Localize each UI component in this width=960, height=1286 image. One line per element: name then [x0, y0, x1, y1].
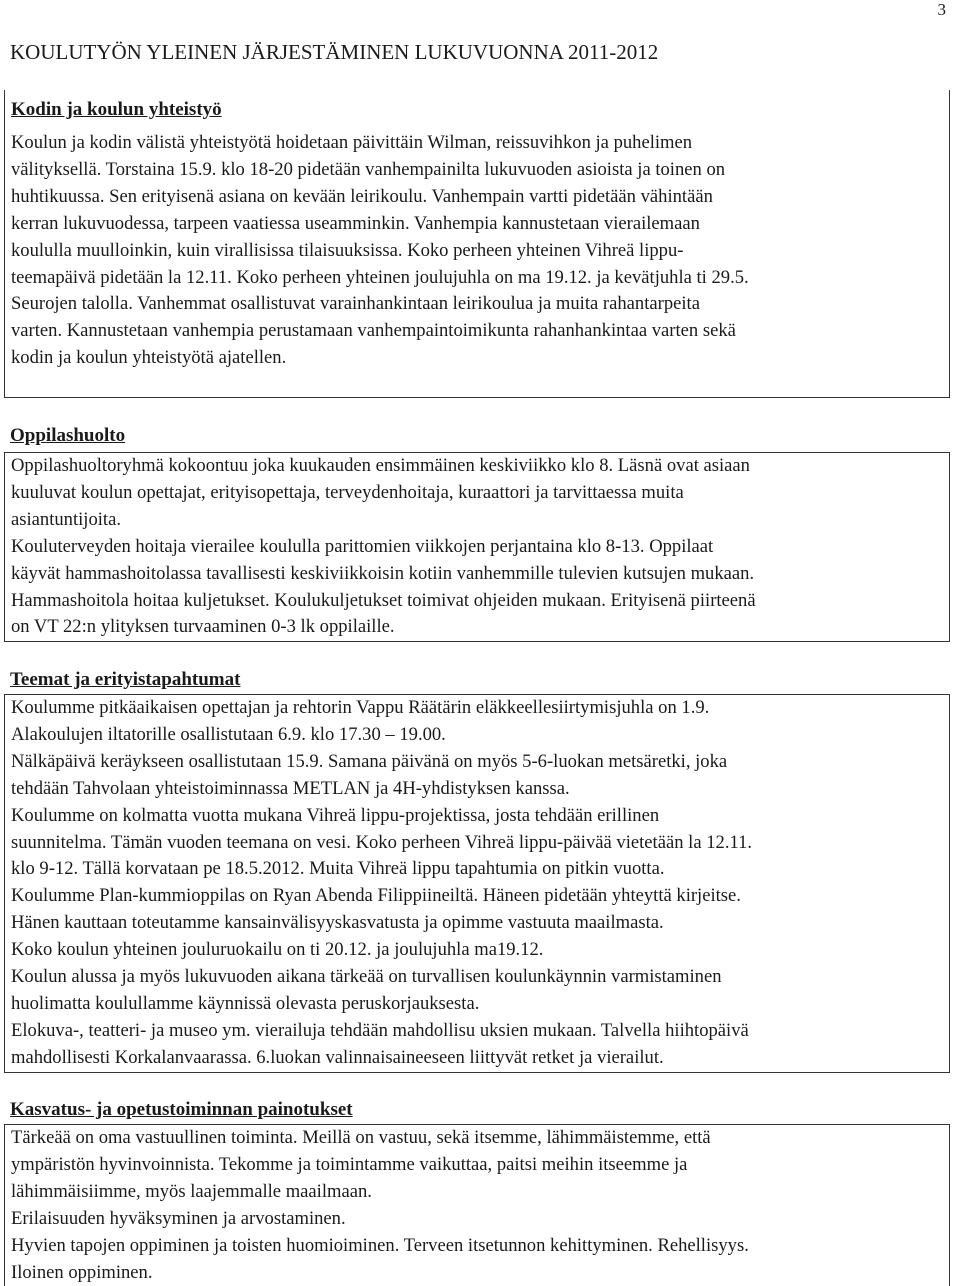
text-line: suunnitelma. Tämän vuoden teemana on vesi. Koko perheen Vihreä lippu-päivää vietetään la 12.11. — [11, 831, 753, 853]
text-line: kerran lukuvuodessa, tarpeen vaatiessa useamminkin. Vanhempia kannustetaan vierailemaan — [11, 212, 700, 234]
text-line: Nälkäpäivä keräykseen osallistutaan 15.9. Samana päivänä on myös 5-6-luokan metsäretki, joka — [11, 750, 728, 772]
text-line: varten. Kannustetaan vanhempia perustamaan vanhempaintoimikunta rahanhankintaa varten sekä — [11, 320, 736, 342]
text-line: Alakoulujen iltatorille osallistutaan 6.9. klo 17.30 – 19.00. — [11, 723, 446, 745]
text-line: Koulumme pitkäaikaisen opettajan ja rehtorin Vappu Räätärin eläkkeellesiirtymisjuhla on 1.9. — [11, 697, 710, 718]
text-line: Koulumme Plan-kummioppilas on Ryan Abenda Filippiineiltä. Häneen pidetään yhteyttä kirjeitse. — [11, 885, 741, 907]
page-number: 3 — [937, 0, 946, 19]
section-heading: Kasvatus- ja opetustoiminnan painotukset — [10, 1099, 353, 1120]
text-line: välityksellä. Torstaina 15.9. klo 18-20 pidetään vanhempainilta lukuvuoden asioista ja toinen on — [11, 158, 726, 180]
section-body — [4, 694, 950, 1073]
text-line: huolimatta koulullamme käynnissä olevasta peruskorjauksesta. — [11, 992, 480, 1014]
text-line: Koulun alussa ja myös lukuvuoden aikana tärkeää on turvallisen koulunkäynnin varmistaminen — [11, 966, 722, 988]
text-line: Iloinen oppiminen. — [11, 1261, 153, 1283]
text-line: lähimmäisiimme, myös laajemmalle maailmaan. — [11, 1180, 372, 1202]
text-line: mahdollisesti Korkalanvaarassa. 6.luokan valinnaisaineeseen liittyvät retket ja vierailut. — [11, 1046, 664, 1068]
text-line: Kouluterveyden hoitaja vierailee koululla parittomien viikkojen perjantaina klo 8-13. Oppilaat — [11, 535, 714, 557]
section-themes-events — [4, 666, 950, 1073]
section-education-emphases — [4, 1096, 950, 1286]
text-line: Elokuva-, teatteri- ja museo ym. vierailuja tehdään mahdollisu uksien mukaan. Talvella hiihtopäivä — [11, 1019, 749, 1041]
text-line: Hänen kauttaan toteutamme kansainvälisyyskasvatusta ja opimme vastuuta maailmasta. — [11, 912, 664, 934]
text-line: Koulumme on kolmatta vuotta mukana Vihreä lippu-projektissa, josta tehdään erillinen — [11, 804, 660, 826]
text-line: Erilaisuuden hyväksyminen ja arvostaminen. — [11, 1207, 346, 1229]
text-line: Hyvien tapojen oppiminen ja toisten huomioiminen. Terveen itsetunnon kehittyminen. Rehellisyys. — [11, 1234, 749, 1256]
section-body — [4, 452, 950, 642]
text-line: Tärkeää on oma vastuullinen toiminta. Meillä on vastuu, sekä itsemme, lähimmäistemme, että — [11, 1127, 711, 1148]
text-line: kuuluvat koulun opettajat, erityisopettaja, terveydenhoitaja, kuraattori ja tarvittaessa muita — [11, 481, 684, 503]
section-home-school-cooperation — [4, 90, 950, 398]
text-line: huhtikuussa. Sen erityisenä asiana on kevään leirikoulu. Vanhempain vartti pidetään vähintään — [11, 185, 713, 207]
text-line: on VT 22:n ylityksen turvaaminen 0-3 lk oppilaille. — [11, 616, 395, 638]
text-line: Seurojen talolla. Vanhemmat osallistuvat varainhankintaan leirikoulua ja muita rahantarpeita — [11, 293, 700, 315]
text-line: käyvät hammashoitolassa tavallisesti keskiviikkoisin kotiin vanhemmille tulevien kutsujen mukaan. — [11, 562, 755, 584]
text-line: teemapäivä pidetään la 12.11. Koko perheen yhteinen joulujuhla on ma 19.12. ja kevätjuhla ti 29.5. — [11, 266, 749, 288]
page-title: KOULUTYÖN YLEINEN JÄRJESTÄMINEN LUKUVUONNA 2011-2012 — [10, 40, 659, 64]
text-line: Hammashoitola hoitaa kuljetukset. Koulukuljetukset toimivat ohjeiden mukaan. Erityisenä piirteenä — [11, 589, 756, 611]
text-line: ympäristön hyvinvoinnista. Tekomme ja toimintamme vaikuttaa, paitsi meihin itseemme ja — [11, 1153, 688, 1175]
section-heading: Oppilashuolto — [10, 425, 126, 446]
text-line: Oppilashuoltoryhmä kokoontuu joka kuukauden ensimmäinen keskiviikko klo 8. Läsnä ovat asiaan — [11, 455, 750, 476]
text-line: Koko koulun yhteinen jouluruokailu on ti 20.12. ja joulujuhla ma19.12. — [11, 939, 544, 961]
text-line: Koulun ja kodin välistä yhteistyötä hoidetaan päivittäin Wilman, reissuvihkon ja puhelimen — [11, 132, 693, 153]
text-line: koululla muulloinkin, kuin virallisissa tilaisuuksissa. Koko perheen yhteinen Vihreä lippu- — [11, 239, 684, 261]
text-line: tehdään Tahvolaan yhteistoiminnassa METLAN ja 4H-yhdistyksen kanssa. — [11, 777, 570, 799]
text-line: kodin ja koulun yhteistyötä ajatellen. — [11, 347, 287, 369]
section-heading: Kodin ja koulun yhteistyö — [11, 99, 222, 120]
text-line: asiantuntijoita. — [11, 508, 121, 530]
section-student-welfare — [4, 420, 950, 640]
section-heading: Teemat ja erityistapahtumat — [10, 669, 241, 690]
section-body — [4, 1124, 950, 1286]
text-line: klo 9-12. Tällä korvataan pe 18.5.2012. Muita Vihreä lippu tapahtumia on pitkin vuotta. — [11, 858, 665, 880]
